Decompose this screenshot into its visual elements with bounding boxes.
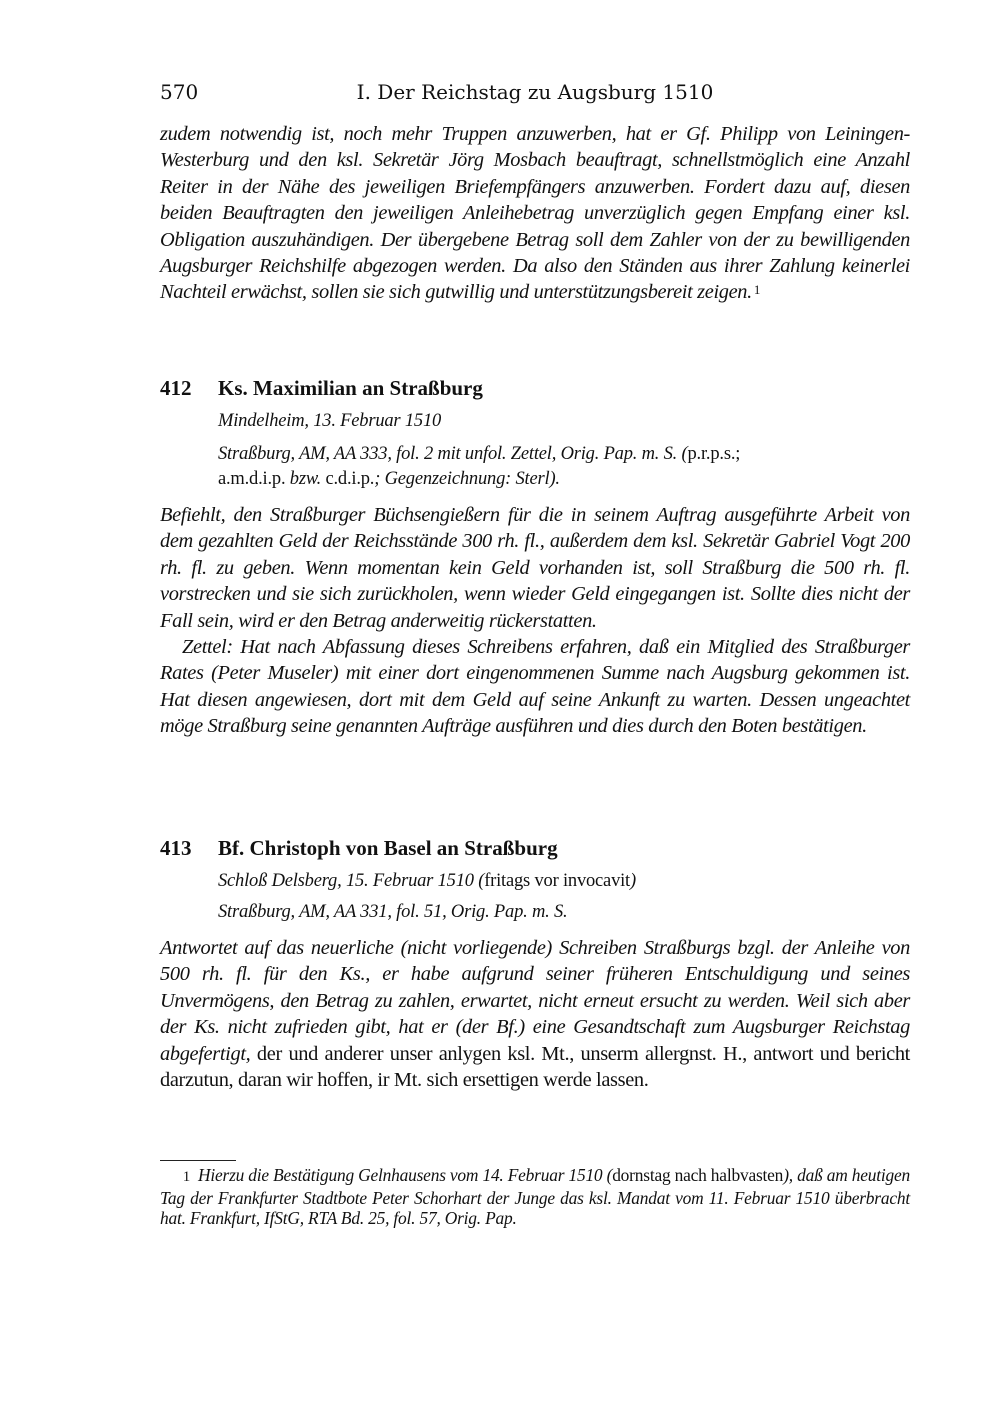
quoted-text: der und anderer unser anlygen ksl. Mt., unserm allergnst. H., antwort und bericht darzutun, daran wir hoffen, ir Mt. sich ersettigen werde lassen. — [160, 1042, 910, 1092]
document-heading — [160, 376, 910, 401]
running-title: I. Der Reichstag zu Augsburg 1510 — [356, 80, 714, 104]
document-heading — [160, 836, 910, 861]
place-date: Schloß Delsberg, 15. Februar 1510 (fritags vor invocavit) — [218, 871, 636, 891]
running-header — [160, 80, 910, 108]
regest-paragraph: Befiehlt, den Straßburger Büchsengießern für die in seinem Auftrag ausgeführte Arbeit von dem gezahlten Geld der Reichsstände 300 rh. fl., außerdem dem ksl. Sekretär Gabriel Vogt 200 rh. fl. zu geben. Wenn momentan kein Geld vorhanden ist, soll Straßburg die 500 rh. fl. vorstrecken und sie sich zurückholen, wenn wieder Geld eingegangen ist. Sollte dies nicht der Fall sein, wird er den Betrag anderweitig rückerstatten. — [160, 504, 910, 632]
document-412 — [160, 376, 910, 740]
intro-block — [160, 121, 910, 306]
document-number: 412 — [160, 376, 192, 400]
source-note: Straßburg, AM, AA 331, fol. 51, Orig. Pap. m. S. — [218, 902, 568, 922]
document-413 — [160, 836, 910, 1093]
document-title: Bf. Christoph von Basel an Straßburg — [218, 836, 558, 860]
footnote-rule — [160, 1160, 236, 1161]
document-title: Ks. Maximilian an Straßburg — [218, 376, 483, 400]
footnote-reference[interactable]: 1 — [753, 282, 761, 298]
footnote: 1 Hierzu die Bestätigung Gelnhausens vom 14. Februar 1510 (dornstag nach halbvasten), daß am heutigen Tag der Frankfurter Stadtbote Peter Schorhart der Junge das ksl. Mandat vom 11. Februar 1510 überbracht hat. Frankfurt, IfStG, RTA Bd. 25, fol. 57, Orig. Pap. — [160, 1165, 911, 1228]
regest-paragraph: Antwortet auf das neuerliche (nicht vorliegende) Schreiben Straßburgs bzgl. der Anleihe von 500 rh. fl. für den Ks., er habe aufgrund seiner früheren Entschuldigung und seines Unvermögens, den Betrag zu zahlen, erwartet, nicht erneut ersucht zu werden. Weil sich aber der Ks. nicht zufrieden gibt, hat er (der Bf.) eine Gesandtschaft zum Augsburger Reichstag abgefertigt, der und anderer unser anlygen ksl. Mt., unserm allergnst. H., antwort und bericht darzutun, daran wir hoffen, ir Mt. sich ersettigen werde lassen. — [160, 937, 910, 1092]
intro-text: zudem notwendig ist, noch mehr Truppen anzuwerben, hat er Gf. Philipp von Leiningen-Westerburg und den ksl. Sekretär Jörg Mosbach beauftragt, schnellstmöglich eine Anzahl Reiter in der Nähe des jeweiligen Briefempfängers anzuwerben. Fordert dazu auf, diesen beiden Beauftragten den jeweiligen Anleihebetrag unverzüglich gegen Empfang einer ksl. Obligation auszuhändigen. Der übergebene Betrag soll dem Zahler von der zu bewilligenden Augsburger Reichshilfe abgezogen werden. Da also den Ständen aus ihrer Zahlung keinerlei Nachteil erwächst, sollen sie sich gutwillig und unterstützungsbereit zeigen. — [160, 123, 910, 304]
source-note: Straßburg, AM, AA 333, fol. 2 mit unfol. Zettel, Orig. Pap. m. S. (p.r.p.s.; a.m.d.i.p. bzw. c.d.i.p.; Gegenzeichnung: Sterl). — [218, 444, 741, 489]
document-number: 413 — [160, 836, 192, 860]
footnote-mark: 1 — [182, 1169, 190, 1185]
place-date: Mindelheim, 13. Februar 1510 — [218, 411, 442, 431]
page-number: 570 — [160, 80, 199, 104]
intro-paragraph — [160, 121, 910, 306]
zettel-paragraph: Zettel: Hat nach Abfassung dieses Schreibens erfahren, daß ein Mitglied des Straßburger Rates (Peter Museler) mit einer dort eingenommenen Summe nach Augsburg gekommen ist. Hat diesen angewiesen, dort mit dem Geld auf seine Ankunft zu warten. Dessen ungeachtet möge Straßburg seine genannten Aufträge ausführen und dies durch den Boten bestätigen. — [160, 636, 910, 738]
